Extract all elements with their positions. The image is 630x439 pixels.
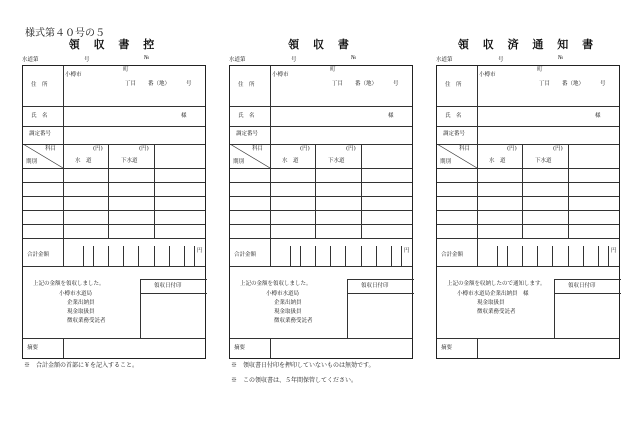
rule-line xyxy=(83,246,84,266)
rule-line xyxy=(391,246,392,266)
stamp-box xyxy=(347,279,414,339)
rule-line xyxy=(522,246,523,266)
rule-line xyxy=(290,246,291,266)
rule-line xyxy=(23,210,205,211)
slip-title: 領 収 済 通 知 書 xyxy=(457,38,599,51)
rule-line xyxy=(598,246,599,266)
rule-line xyxy=(537,246,538,266)
remarks-label: 摘要 xyxy=(27,345,39,351)
name-label: 氏 名 xyxy=(238,113,255,119)
number-line xyxy=(22,53,206,63)
rule-line xyxy=(63,144,64,266)
rule-line xyxy=(568,246,569,266)
water-label: 水 道 xyxy=(75,158,92,164)
note-stamp-required: ※ 領収書日付印を押印していないものは無効です。 xyxy=(231,362,375,369)
item-label: 科目 xyxy=(252,146,264,152)
rule-line xyxy=(315,144,316,238)
form-number: 様式第４０号の５ xyxy=(25,28,105,39)
go-suffix-label: 号 xyxy=(498,57,504,63)
sewer-label: 下水道 xyxy=(121,158,138,164)
rule-line xyxy=(568,144,569,238)
rule-line xyxy=(184,246,185,266)
rule-line xyxy=(23,168,205,169)
slip-title: 領 収 書 控 xyxy=(68,38,160,51)
yen-small-water: (円) xyxy=(507,146,517,152)
honorific-label: 様 xyxy=(388,113,394,119)
stamp-label: 領収日付印 xyxy=(361,283,389,289)
office-line: 小樽市水道局 xyxy=(59,291,93,297)
rule-line xyxy=(437,106,619,107)
receipt-slip xyxy=(229,38,413,359)
rule-line xyxy=(555,293,621,294)
rule-line xyxy=(93,246,94,266)
rule-line xyxy=(401,246,402,266)
office-line: 小樽市水道局 xyxy=(266,291,300,297)
rule-line xyxy=(23,196,205,197)
rule-line xyxy=(108,246,109,266)
city-label: 小樽市 xyxy=(272,72,289,78)
rule-line xyxy=(230,210,412,211)
note-total-yen: ※ 合計金額の首部に￥を記入すること。 xyxy=(24,362,139,369)
chome-label: 丁目 xyxy=(332,81,344,87)
rule-line xyxy=(345,246,346,266)
name-label: 氏 名 xyxy=(31,113,48,119)
cho-label: 町 xyxy=(330,67,336,73)
honorific-label: 様 xyxy=(181,113,187,119)
water-no-label: 水道第 xyxy=(229,57,246,63)
slip-title: 領 収 書 xyxy=(288,38,354,51)
rule-line xyxy=(230,168,412,169)
rule-line xyxy=(437,168,619,169)
rule-line xyxy=(437,238,619,239)
rule-line xyxy=(63,66,64,144)
chome-label: 丁目 xyxy=(125,81,137,87)
receipt-slip xyxy=(436,38,620,359)
rule-line xyxy=(23,266,205,267)
name-label: 氏 名 xyxy=(445,113,462,119)
sewer-label: 下水道 xyxy=(535,158,552,164)
item-label: 科目 xyxy=(45,146,57,152)
rule-line xyxy=(23,238,205,239)
rule-line xyxy=(497,246,498,266)
rule-line xyxy=(230,238,412,239)
rule-line xyxy=(437,210,619,211)
total-amount-label: 合計金額 xyxy=(234,252,257,258)
item-label: 科目 xyxy=(459,146,471,152)
banchi-label: 番（地） xyxy=(355,81,378,87)
city-label: 小樽市 xyxy=(479,72,496,78)
yen-small-sewer: (円) xyxy=(346,146,356,152)
survey-number-label: 調定番号 xyxy=(443,131,466,137)
rule-line xyxy=(270,66,271,144)
stamp-box xyxy=(554,279,621,339)
rule-line xyxy=(230,196,412,197)
rule-line xyxy=(194,246,195,266)
rule-line xyxy=(154,246,155,266)
stamp-box xyxy=(140,279,207,339)
rule-line xyxy=(23,126,205,127)
water-no-label: 水道第 xyxy=(436,57,453,63)
rule-line xyxy=(376,246,377,266)
water-label: 水 道 xyxy=(282,158,299,164)
diagonal-line xyxy=(23,144,63,168)
rule-line xyxy=(230,126,412,127)
rule-line xyxy=(63,338,64,358)
total-amount-label: 合計金額 xyxy=(27,252,50,258)
rule-line xyxy=(477,66,478,144)
rule-line xyxy=(230,266,412,267)
rule-line xyxy=(230,182,412,183)
receipt-grid xyxy=(22,65,206,359)
city-label: 小樽市 xyxy=(65,72,82,78)
office-line: 企業出納員 xyxy=(67,300,95,306)
rule-line xyxy=(23,106,205,107)
receipt-grid xyxy=(229,65,413,359)
go-suffix-label: 号 xyxy=(291,57,297,63)
rule-line xyxy=(437,224,619,225)
diagonal-line xyxy=(437,144,477,168)
go-label: 号 xyxy=(600,81,606,87)
survey-number-label: 調定番号 xyxy=(236,131,259,137)
no-label: № xyxy=(144,55,150,61)
go-label: 号 xyxy=(186,81,192,87)
rule-line xyxy=(300,246,301,266)
office-line: 徴収業務受託者 xyxy=(477,309,516,315)
address-label: 住 所 xyxy=(31,82,48,88)
rule-line xyxy=(270,144,271,266)
rule-line xyxy=(169,246,170,266)
yen-small-sewer: (円) xyxy=(553,146,563,152)
address-label: 住 所 xyxy=(238,82,255,88)
office-line: 小樽市水道局企業出納員 様 xyxy=(457,291,529,297)
receipt-grid xyxy=(436,65,620,359)
stamp-label: 領収日付印 xyxy=(154,283,182,289)
yen-small-water: (円) xyxy=(93,146,103,152)
no-label: № xyxy=(558,55,564,61)
rule-line xyxy=(138,246,139,266)
rule-line xyxy=(141,293,207,294)
yen-label: 円 xyxy=(197,248,203,254)
no-label: № xyxy=(351,55,357,61)
received-text: 上記の金額を領収しました。 xyxy=(240,281,312,287)
rule-line xyxy=(270,338,271,358)
rule-line xyxy=(477,338,478,358)
honorific-label: 様 xyxy=(595,113,601,119)
rule-line xyxy=(330,246,331,266)
chome-label: 丁目 xyxy=(539,81,551,87)
sewer-label: 下水道 xyxy=(328,158,345,164)
office-line: 企業出納員 xyxy=(274,300,302,306)
remarks-label: 摘要 xyxy=(441,345,453,351)
rule-line xyxy=(608,246,609,266)
rule-line xyxy=(361,144,362,238)
rule-line xyxy=(437,196,619,197)
period-label: 期別 xyxy=(233,159,245,165)
rule-line xyxy=(123,246,124,266)
stamp-label: 領収日付印 xyxy=(568,283,596,289)
rule-line xyxy=(154,144,155,238)
go-suffix-label: 号 xyxy=(84,57,90,63)
office-line: 徴収業務受託者 xyxy=(67,318,106,324)
received-text: 上記の金額を収納したので通知します。 xyxy=(447,281,546,287)
go-label: 号 xyxy=(393,81,399,87)
diagonal-line xyxy=(230,144,270,168)
water-no-label: 水道第 xyxy=(22,57,39,63)
water-label: 水 道 xyxy=(489,158,506,164)
cho-label: 町 xyxy=(123,67,129,73)
rule-line xyxy=(583,246,584,266)
received-text: 上記の金額を領収しました。 xyxy=(33,281,105,287)
rule-line xyxy=(437,182,619,183)
rule-line xyxy=(552,246,553,266)
rule-line xyxy=(507,246,508,266)
cho-label: 町 xyxy=(537,67,543,73)
office-line: 現金取扱員 xyxy=(67,309,95,315)
rule-line xyxy=(348,293,414,294)
banchi-label: 番（地） xyxy=(148,81,171,87)
receipt-slip xyxy=(22,38,206,359)
remarks-label: 摘要 xyxy=(234,345,246,351)
address-label: 住 所 xyxy=(445,82,462,88)
rule-line xyxy=(477,144,478,266)
yen-label: 円 xyxy=(611,248,617,254)
rule-line xyxy=(230,224,412,225)
total-amount-label: 合計金額 xyxy=(441,252,464,258)
rule-line xyxy=(522,144,523,238)
banchi-label: 番（地） xyxy=(562,81,585,87)
rule-line xyxy=(437,266,619,267)
office-line: 徴収業務受託者 xyxy=(274,318,313,324)
office-line: 現金取扱員 xyxy=(274,309,302,315)
rule-line xyxy=(108,144,109,238)
period-label: 期別 xyxy=(26,159,38,165)
rule-line xyxy=(361,246,362,266)
note-retention: ※ この領収書は、５年間保管してください。 xyxy=(231,377,358,384)
rule-line xyxy=(23,182,205,183)
number-line xyxy=(436,53,620,63)
rule-line xyxy=(23,224,205,225)
rule-line xyxy=(437,126,619,127)
rule-line xyxy=(315,246,316,266)
survey-number-label: 調定番号 xyxy=(29,131,52,137)
yen-small-water: (円) xyxy=(300,146,310,152)
office-line: 現金取扱員 xyxy=(477,300,505,306)
period-label: 期別 xyxy=(440,159,452,165)
yen-label: 円 xyxy=(404,248,410,254)
yen-small-sewer: (円) xyxy=(139,146,149,152)
rule-line xyxy=(230,106,412,107)
number-line xyxy=(229,53,413,63)
